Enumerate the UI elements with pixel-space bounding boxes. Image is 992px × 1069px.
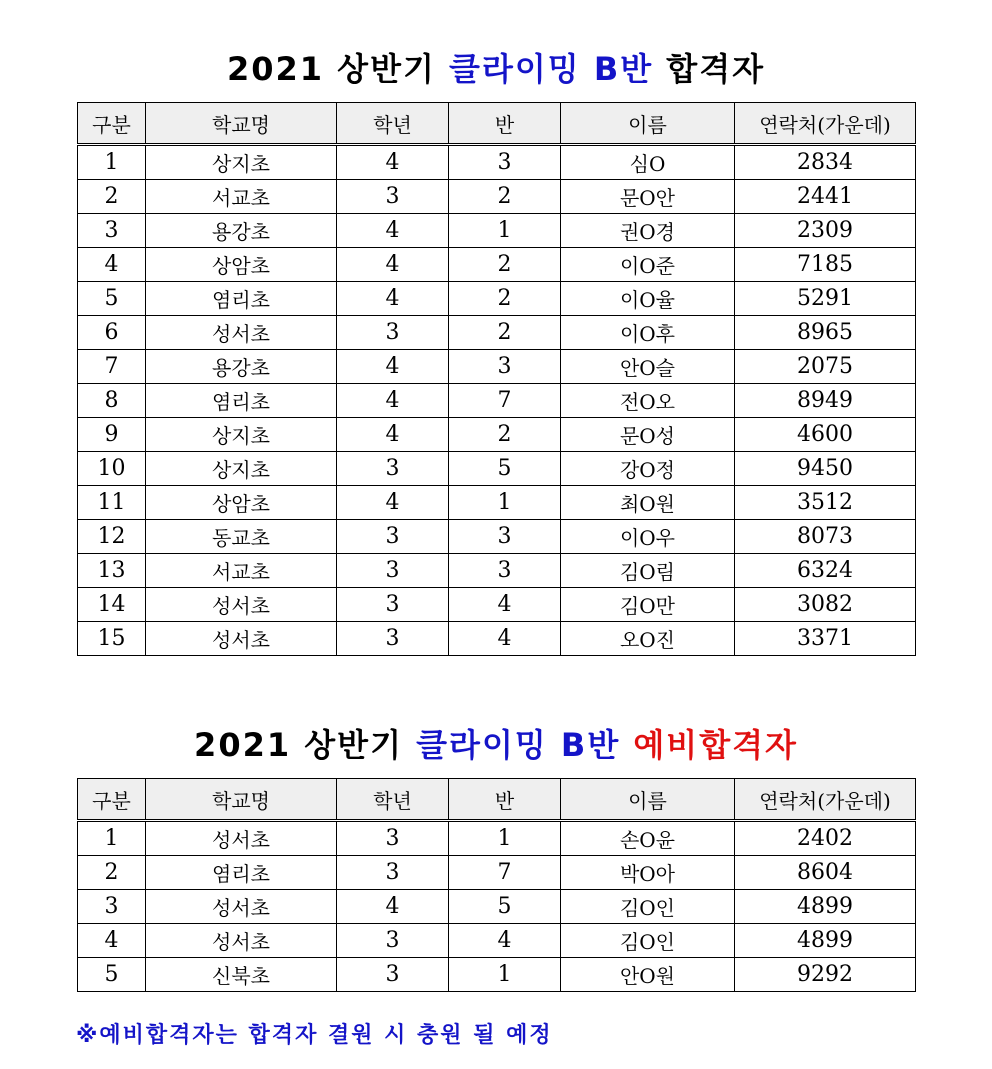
cell-no: 1 <box>78 145 146 180</box>
cell-name: 이O준 <box>561 248 735 282</box>
cell-school: 성서초 <box>146 622 337 656</box>
cell-school: 신북초 <box>146 958 337 992</box>
header-contact: 연락처(가운데) <box>735 103 916 145</box>
cell-school: 용강초 <box>146 214 337 248</box>
header-name: 이름 <box>561 779 735 821</box>
cell-grade: 4 <box>337 282 449 316</box>
cell-school: 성서초 <box>146 588 337 622</box>
table-row <box>78 418 916 452</box>
cell-no: 7 <box>78 350 146 384</box>
cell-class: 3 <box>449 350 561 384</box>
cell-no: 3 <box>78 890 146 924</box>
table-row <box>78 821 916 856</box>
table-row <box>78 214 916 248</box>
header-name: 이름 <box>561 103 735 145</box>
table-row <box>78 958 916 992</box>
cell-grade: 4 <box>337 350 449 384</box>
title-class-name: 클라이밍 B반 <box>416 726 621 764</box>
cell-no: 5 <box>78 958 146 992</box>
cell-name: 심O <box>561 145 735 180</box>
title-status: 합격자 <box>653 50 766 88</box>
cell-class: 2 <box>449 180 561 214</box>
cell-school: 상지초 <box>146 145 337 180</box>
table-row <box>78 452 916 486</box>
cell-school: 동교초 <box>146 520 337 554</box>
cell-name: 박O아 <box>561 856 735 890</box>
title-year-term: 2021 상반기 <box>226 50 450 88</box>
table-row <box>78 350 916 384</box>
table-row <box>78 924 916 958</box>
cell-class: 1 <box>449 821 561 856</box>
cell-grade: 3 <box>337 316 449 350</box>
cell-contact: 4600 <box>735 418 916 452</box>
header-no: 구분 <box>78 779 146 821</box>
cell-no: 4 <box>78 248 146 282</box>
cell-name: 이O율 <box>561 282 735 316</box>
waitlist-note: ※예비합격자는 합격자 결원 시 충원 될 예정 <box>76 1023 553 1048</box>
cell-school: 염리초 <box>146 384 337 418</box>
cell-contact: 4899 <box>735 924 916 958</box>
cell-contact: 5291 <box>735 282 916 316</box>
cell-class: 2 <box>449 248 561 282</box>
cell-no: 6 <box>78 316 146 350</box>
cell-no: 12 <box>78 520 146 554</box>
cell-contact: 9292 <box>735 958 916 992</box>
cell-school: 상지초 <box>146 452 337 486</box>
cell-class: 2 <box>449 316 561 350</box>
cell-class: 5 <box>449 890 561 924</box>
cell-no: 15 <box>78 622 146 656</box>
cell-grade: 4 <box>337 418 449 452</box>
cell-school: 상암초 <box>146 486 337 520</box>
cell-name: 김O림 <box>561 554 735 588</box>
cell-school: 용강초 <box>146 350 337 384</box>
cell-contact: 8073 <box>735 520 916 554</box>
cell-name: 김O인 <box>561 924 735 958</box>
cell-grade: 3 <box>337 520 449 554</box>
cell-grade: 4 <box>337 145 449 180</box>
cell-name: 안O원 <box>561 958 735 992</box>
cell-class: 1 <box>449 958 561 992</box>
cell-class: 7 <box>449 856 561 890</box>
cell-school: 성서초 <box>146 924 337 958</box>
passed-table <box>77 102 916 656</box>
cell-class: 4 <box>449 924 561 958</box>
header-grade: 학년 <box>337 103 449 145</box>
cell-name: 손O윤 <box>561 821 735 856</box>
cell-contact: 7185 <box>735 248 916 282</box>
header-contact: 연락처(가운데) <box>735 779 916 821</box>
cell-grade: 4 <box>337 214 449 248</box>
cell-contact: 2309 <box>735 214 916 248</box>
cell-grade: 3 <box>337 856 449 890</box>
cell-name: 김O만 <box>561 588 735 622</box>
cell-class: 4 <box>449 588 561 622</box>
cell-contact: 3371 <box>735 622 916 656</box>
table-row <box>78 856 916 890</box>
cell-contact: 2402 <box>735 821 916 856</box>
header-grade: 학년 <box>337 779 449 821</box>
cell-grade: 4 <box>337 890 449 924</box>
table-row <box>78 248 916 282</box>
cell-class: 1 <box>449 486 561 520</box>
cell-name: 문O성 <box>561 418 735 452</box>
header-no: 구분 <box>78 103 146 145</box>
waitlist-table <box>77 778 916 992</box>
cell-class: 2 <box>449 282 561 316</box>
section1-title <box>0 44 992 90</box>
table-header-row <box>78 103 916 145</box>
cell-grade: 3 <box>337 821 449 856</box>
cell-contact: 2441 <box>735 180 916 214</box>
cell-school: 염리초 <box>146 856 337 890</box>
cell-school: 염리초 <box>146 282 337 316</box>
cell-contact: 8965 <box>735 316 916 350</box>
header-class: 반 <box>449 103 561 145</box>
cell-grade: 3 <box>337 924 449 958</box>
cell-name: 이O우 <box>561 520 735 554</box>
cell-no: 2 <box>78 180 146 214</box>
cell-contact: 3082 <box>735 588 916 622</box>
cell-no: 9 <box>78 418 146 452</box>
cell-no: 8 <box>78 384 146 418</box>
cell-name: 권O경 <box>561 214 735 248</box>
cell-name: 오O진 <box>561 622 735 656</box>
cell-class: 1 <box>449 214 561 248</box>
cell-contact: 8604 <box>735 856 916 890</box>
table-row <box>78 486 916 520</box>
cell-grade: 3 <box>337 452 449 486</box>
cell-class: 7 <box>449 384 561 418</box>
table-row <box>78 282 916 316</box>
cell-name: 전O오 <box>561 384 735 418</box>
cell-no: 4 <box>78 924 146 958</box>
cell-grade: 3 <box>337 554 449 588</box>
header-school: 학교명 <box>146 103 337 145</box>
cell-school: 성서초 <box>146 821 337 856</box>
cell-grade: 4 <box>337 486 449 520</box>
cell-name: 최O원 <box>561 486 735 520</box>
cell-class: 3 <box>449 520 561 554</box>
table-header-row <box>78 779 916 821</box>
table-row <box>78 554 916 588</box>
cell-name: 강O정 <box>561 452 735 486</box>
cell-no: 2 <box>78 856 146 890</box>
cell-no: 13 <box>78 554 146 588</box>
cell-class: 5 <box>449 452 561 486</box>
cell-grade: 3 <box>337 588 449 622</box>
cell-school: 상암초 <box>146 248 337 282</box>
cell-grade: 3 <box>337 622 449 656</box>
table-row <box>78 384 916 418</box>
cell-name: 김O인 <box>561 890 735 924</box>
cell-no: 14 <box>78 588 146 622</box>
table-row <box>78 180 916 214</box>
table-row <box>78 316 916 350</box>
cell-contact: 4899 <box>735 890 916 924</box>
header-class: 반 <box>449 779 561 821</box>
table-row <box>78 520 916 554</box>
title-class-name: 클라이밍 B반 <box>449 50 654 88</box>
header-school: 학교명 <box>146 779 337 821</box>
cell-grade: 3 <box>337 180 449 214</box>
cell-class: 3 <box>449 145 561 180</box>
cell-name: 안O슬 <box>561 350 735 384</box>
cell-school: 서교초 <box>146 554 337 588</box>
cell-contact: 9450 <box>735 452 916 486</box>
cell-school: 서교초 <box>146 180 337 214</box>
cell-grade: 3 <box>337 958 449 992</box>
cell-school: 성서초 <box>146 316 337 350</box>
cell-class: 2 <box>449 418 561 452</box>
cell-contact: 2075 <box>735 350 916 384</box>
cell-contact: 2834 <box>735 145 916 180</box>
cell-class: 3 <box>449 554 561 588</box>
title-status: 예비합격자 <box>620 726 798 764</box>
cell-no: 10 <box>78 452 146 486</box>
cell-no: 1 <box>78 821 146 856</box>
table-row <box>78 622 916 656</box>
cell-contact: 3512 <box>735 486 916 520</box>
cell-name: 이O후 <box>561 316 735 350</box>
cell-no: 5 <box>78 282 146 316</box>
title-year-term: 2021 상반기 <box>194 726 417 764</box>
cell-class: 4 <box>449 622 561 656</box>
cell-name: 문O안 <box>561 180 735 214</box>
cell-school: 성서초 <box>146 890 337 924</box>
cell-contact: 8949 <box>735 384 916 418</box>
cell-contact: 6324 <box>735 554 916 588</box>
cell-grade: 4 <box>337 384 449 418</box>
cell-no: 3 <box>78 214 146 248</box>
cell-school: 상지초 <box>146 418 337 452</box>
table-row <box>78 588 916 622</box>
table-row <box>78 145 916 180</box>
table-row <box>78 890 916 924</box>
section2-title <box>0 720 992 766</box>
cell-grade: 4 <box>337 248 449 282</box>
cell-no: 11 <box>78 486 146 520</box>
